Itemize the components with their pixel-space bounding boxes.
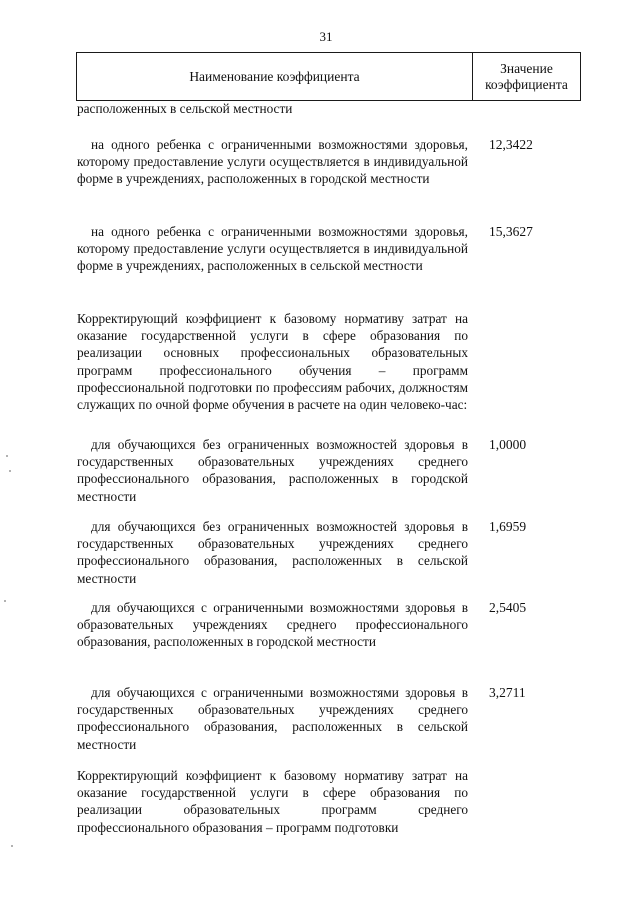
table-header	[76, 52, 581, 101]
row-text: для обучающихся без ограниченных возможностей здоровья в государственных образовательных учреждениях среднего профессионального образования, расположенных в городской местности	[77, 437, 468, 504]
row-text: для обучающихся с ограниченными возможностями здоровья в образовательных учреждениях среднего профессионального образования, расположенных в городской местности	[77, 600, 468, 650]
scan-artifact	[11, 845, 13, 847]
row-text: для обучающихся без ограниченных возможностей здоровья в государственных образовательных учреждениях среднего профессионального образования, расположенных в сельской местности	[77, 519, 468, 586]
row-value: 3,2711	[489, 685, 526, 700]
row-value: 12,3422	[489, 137, 533, 152]
section-heading: Корректирующий коэффициент к базовому нормативу затрат на оказание государственной услуги в сфере образования по реализации образовательных программ среднего профессионального образования – программ подготовки	[77, 768, 468, 835]
section-heading: Корректирующий коэффициент к базовому нормативу затрат на оказание государственной услуги в сфере образования по реализации основных профессиональных образовательных программ профессионального обучения – программ профессиональной подготовки по профессиям рабочих, должностям служащих по очной форме обучения в расчете на один человеко-час:	[77, 311, 468, 413]
scan-artifact	[6, 455, 8, 457]
row-text: для обучающихся с ограниченными возможностями здоровья в государственных образовательных учреждениях среднего профессионального образования, расположенных в сельской местности	[77, 685, 468, 752]
row-text: на одного ребенка с ограниченными возможностями здоровья, которому предоставление услуги осуществляется в индивидуальной форме в учреждениях, расположенных в городской местности	[77, 137, 468, 187]
row-value: 2,5405	[489, 600, 527, 615]
column-header-name: Наименование коэффициента	[77, 53, 473, 100]
scan-artifact	[9, 470, 11, 472]
row-value: 15,3627	[489, 224, 533, 239]
page-number: 31	[319, 29, 333, 44]
scan-artifact	[4, 600, 6, 602]
row-value: 1,6959	[489, 519, 527, 534]
row-value: 1,0000	[489, 437, 527, 452]
row-text: расположенных в сельской местности	[77, 101, 293, 116]
row-text: на одного ребенка с ограниченными возможностями здоровья, которому предоставление услуги осуществляется в индивидуальной форме в учреждениях, расположенных в сельской местности	[77, 224, 468, 274]
column-header-value: Значение коэффициента	[485, 60, 568, 92]
